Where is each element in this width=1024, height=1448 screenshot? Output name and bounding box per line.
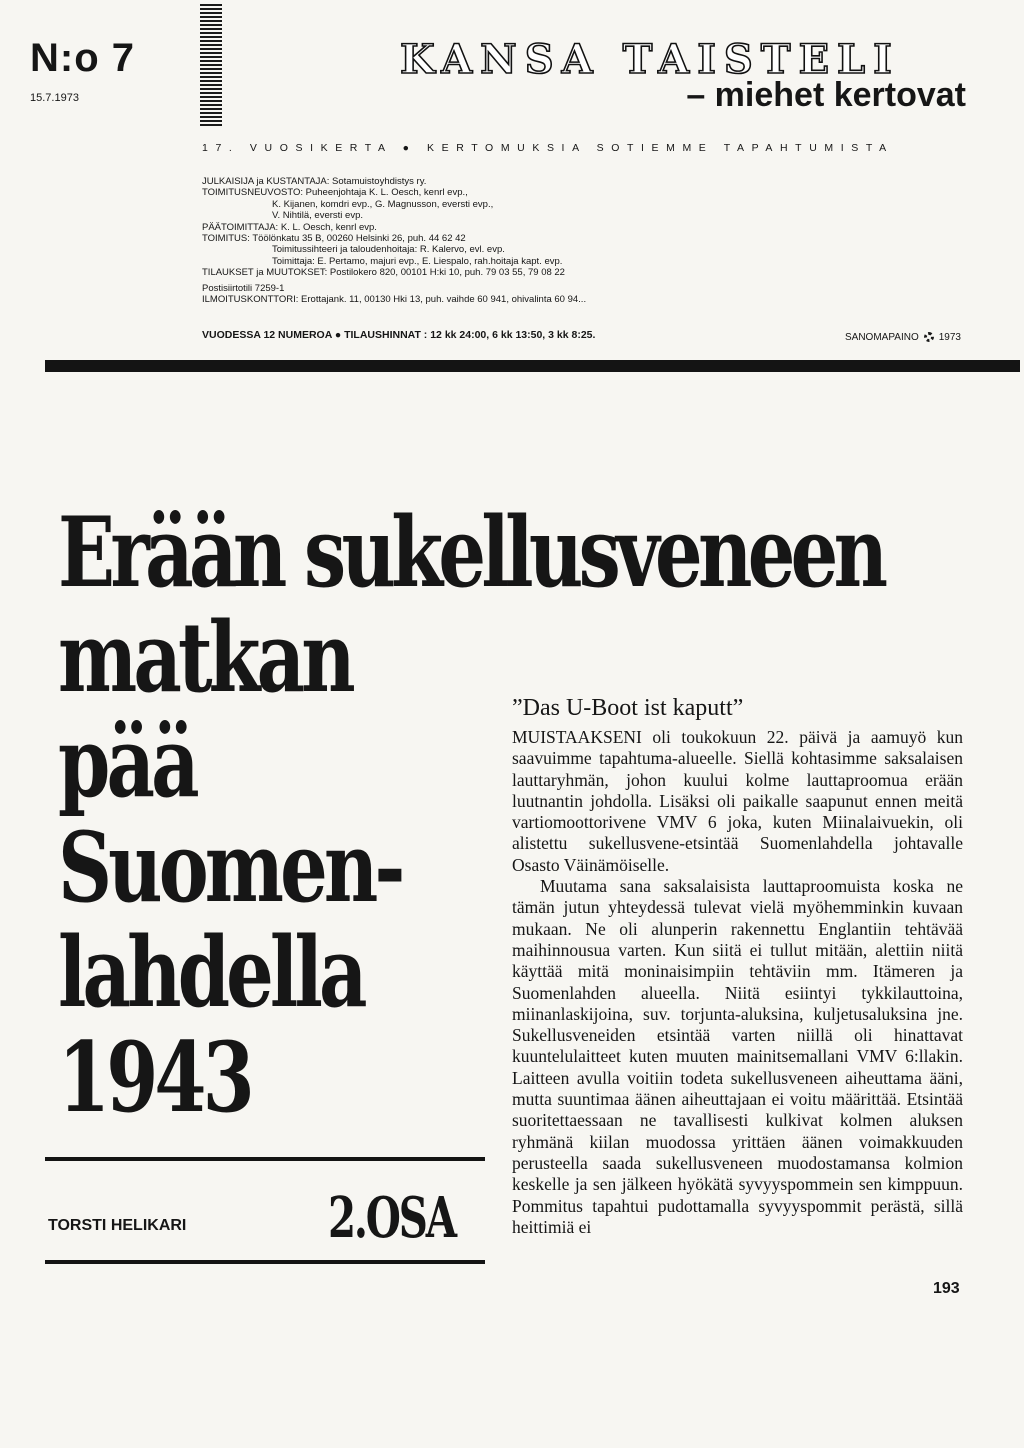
issue-number: N:o 7 [30,36,135,80]
imprint-line: TILAUKSET ja MUUTOKSET: Postilokero 820, 00101 H:ki 10, puh. 79 03 55, 79 08 22 [202,267,565,279]
printer-name: SANOMAPAINO [845,331,919,343]
headline-line: matkan [58,601,352,714]
imprint-line: TOIMITUSNEUVOSTO: Puheenjohtaja K. L. Oesch, kenrl evp., [202,187,468,199]
imprint-line: TOIMITUS: Töölönkatu 35 B, 00260 Helsinki 26, puh. 44 62 42 [202,233,466,245]
subscription-info: VUODESSA 12 NUMEROA ● TILAUSHINNAT : 12 kk 24:00, 6 kk 13:50, 3 kk 8:25. [202,329,596,341]
printer-year: 1973 [938,331,961,343]
imprint-line: Toimitussihteeri ja taloudenhoitaja: R. Kalervo, evl. evp. [272,244,505,256]
article-paragraph: MUISTAAKSENI oli toukokuun 22. päivä ja aamuyö kun saavuimme tapahtuma-alueelle. Siellä kohtasimme saksalaisen lauttaryhmän, johon kuului kolme lauttaproomua erään luutnantin johdolla. Lisäksi oli paikalle saapunut ennen meitä vartiomoottorivene VMV 6 joka, kuten Miinalaivuekin, oli alistettu sukellusvene-etsintää Suomenlahdella johtavalle Osasto Väinämöiselle. [512,727,963,875]
article-body [512,727,963,1238]
imprint-line: ILMOITUSKONTTORI: Erottajank. 11, 00130 Hki 13, puh. vaihde 60 941, ohivalinta 60 94... [202,294,587,306]
printer-logo-icon [921,329,937,345]
imprint-line: K. Kijanen, komdri evp., G. Magnusson, eversti evp., [272,198,494,210]
headline-line: Suomen- [58,811,402,924]
imprint-block [202,176,586,305]
author-name: TORSTI HELIKARI [48,1217,187,1234]
imprint-line: V. Nihtilä, eversti evp. [272,210,363,222]
headline-line: pää [58,706,196,819]
headline-line: lahdella [58,916,364,1029]
page-number: 193 [933,1280,960,1297]
divider-rule [45,1157,485,1161]
headline-line: Erään sukellusveneen [58,496,884,609]
magazine-subtitle: – miehet kertovat [686,76,966,114]
series-line: 17. VUOSIKERTA ● KERTOMUKSIA SOTIEMME TAPAHTUMISTA [202,142,894,154]
article-subhead: ”Das U-Boot ist kaputt” [512,695,744,721]
article-paragraph: Muutama sana saksalaisista lauttaproomuista koska ne tämän jutun yhteydessä tulevat vielä myöhemminkin kuvaan mukaan. Ne oli alunperin rakennettu Englantiin tehtävää maihinnousua varten. Kun siitä ei tullut mitään, alettiin niitä käyttää mitä moninaisimpiin tehtäviin mm. Itämeren ja Suomenlahden alueella. Niitä esiintyi tykkilauttoina, miinanlaskijoina, suv. torjunta-aluksina, kuljetusaluksina jne. Sukellusveneiden etsintää varten niillä oli hinattavat kuuntelulaitteet kuten muuten mainitsemallani VMV 6:llakin. Laitteen avulla voitiin todeta sukellusveneen aiheuttama ääni, mutta suuntimaa äänen aiheuttajaan ei voitu määrittää. Etsintää suoritettaessaan ne tavallisesti kulkivat kolmen aluksen ryhmänä kiilan muodossa yrittäen äänen voimakkuuden perusteella saada sukellusveneen muodostamansa kolmion keskelle ja sen jälkeen hyökätä syvyyspommein sen kimppuun. Pommitus tapahtui pudottamalla syvyyspommit perästä, sillä heittimiä ei [512,876,963,1237]
imprint-line: PÄÄTOIMITTAJA: K. L. Oesch, kenrl evp. [202,221,377,233]
divider-rule [45,360,1020,372]
issue-date: 15.7.1973 [30,92,79,104]
headline-line: 1943 [58,1021,251,1134]
imprint-line: Toimittaja: E. Pertamo, majuri evp., E. Liespalo, rah.hoitaja kapt. evp. [272,255,563,267]
part-label: 2.OSA [328,1185,455,1251]
printer-credit [845,329,961,345]
magazine-title: KANSA TAISTELI [400,36,900,83]
imprint-line: JULKAISIJA ja KUSTANTAJA: Sotamuistoyhdistys ry. [202,176,427,187]
imprint-line: Postisiirtotili 7259-1 [202,282,285,294]
divider-rule [45,1260,485,1264]
barcode-strip [200,4,222,126]
